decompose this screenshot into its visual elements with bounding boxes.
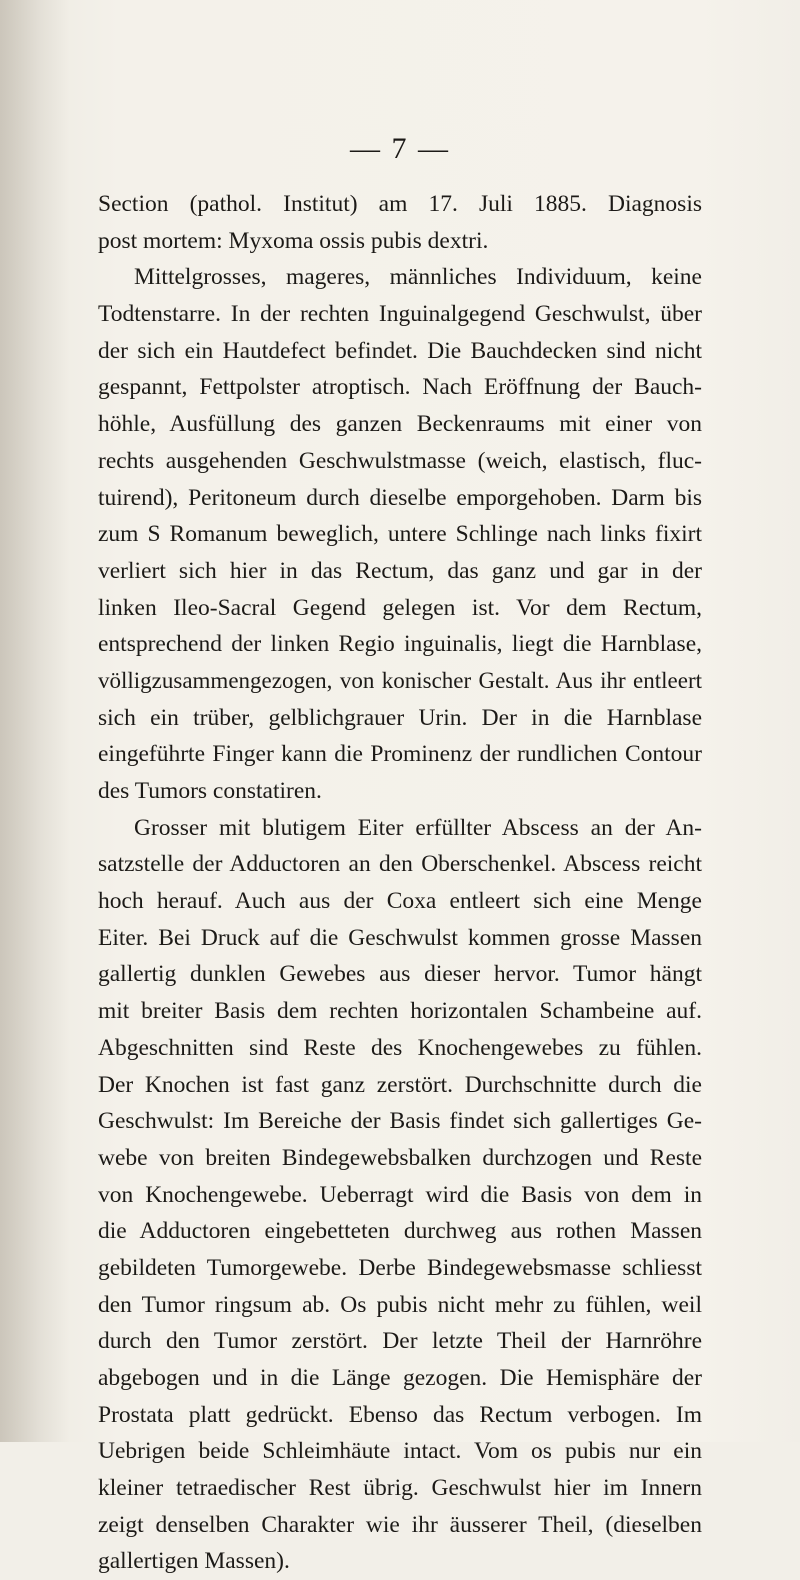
text-line: Uebrigen beide Schleimhäute intact. Vom os pubis nur ein xyxy=(98,1438,702,1465)
text-line: hoch herauf. Auch aus der Coxa entleert sich eine Menge xyxy=(98,888,702,915)
text-line: mit breiter Basis dem rechten horizontalen Schambeine auf. xyxy=(98,998,702,1025)
text-line: entsprechend der linken Regio inguinalis, liegt die Harnblase, xyxy=(98,631,702,658)
text-line: des Tumors constatiren. xyxy=(98,778,322,804)
text-line: linken Ileo-Sacral Gegend gelegen ist. Vor dem Rectum, xyxy=(98,594,702,621)
text-line: eingeführte Finger kann die Prominenz der rundlichen Contour xyxy=(98,741,702,768)
text-line: rechts ausgehenden Geschwulstmasse (weich, elastisch, fluc- xyxy=(98,447,702,474)
text-line: Todtenstarre. In der rechten Inguinalgegend Geschwulst, über xyxy=(98,301,702,328)
text-line: höhle, Ausfüllung des ganzen Beckenraums mit einer von xyxy=(98,411,702,438)
text-line: abgebogen und in die Länge gezogen. Die Hemisphäre der xyxy=(98,1365,702,1391)
text-line: gallertig dunklen Gewebes aus dieser hervor. Tumor hängt xyxy=(98,961,702,988)
text-line: den Tumor ringsum ab. Os pubis nicht mehr zu fühlen, weil xyxy=(98,1291,702,1318)
text-line: webe von breiten Bindegewebsbalken durchzogen und Reste xyxy=(98,1144,702,1171)
text-line: der sich ein Hautdefect befindet. Die Bauchdecken sind nicht xyxy=(98,337,702,364)
text-line: Abgeschnitten sind Reste des Knochengewebes zu fühlen. xyxy=(98,1034,702,1061)
text-line: verliert sich hier in das Rectum, das ganz und gar in der xyxy=(98,557,702,584)
text-line: Der Knochen ist fast ganz zerstört. Durchschnitte durch die xyxy=(98,1071,702,1098)
text-line: gallertigen Massen). xyxy=(98,1548,290,1575)
text-line: zeigt denselben Charakter wie ihr äusserer Theil, (dieselben xyxy=(98,1511,702,1538)
text-line: satzstelle der Adductoren an den Oberschenkel. Abscess reicht xyxy=(98,851,702,878)
text-line: zum S Romanum beweglich, untere Schlinge nach links fixirt xyxy=(98,521,702,548)
text-line: Prostata platt gedrückt. Ebenso das Rectum verbogen. Im xyxy=(98,1401,702,1428)
text-line: gespannt, Fettpolster atroptisch. Nach Eröffnung der Bauch- xyxy=(98,374,702,401)
text-line: Section (pathol. Institut) am 17. Juli 1885. Diagnosis xyxy=(98,191,702,217)
text-line: Mittelgrosses, mageres, männliches Individuum, keine xyxy=(134,264,702,291)
text-line: Geschwulst: Im Bereiche der Basis findet sich gallertiges Ge- xyxy=(98,1108,702,1135)
text-line: Eiter. Bei Druck auf die Geschwulst kommen grosse Massen xyxy=(98,924,702,951)
page-number: — 7 — xyxy=(350,132,450,165)
text-line: tuirend), Peritoneum durch dieselbe emporgehoben. Darm bis xyxy=(98,484,702,511)
text-line: gebildeten Tumorgewebe. Derbe Bindegewebsmasse schliesst xyxy=(98,1254,702,1281)
text-line: sich ein trüber, gelblichgrauer Urin. Der in die Harnblase xyxy=(98,704,702,731)
text-line: Grosser mit blutigem Eiter erfüllter Abscess an der An- xyxy=(134,814,702,841)
body-text xyxy=(98,186,702,1580)
text-line: durch den Tumor zerstört. Der letzte Theil der Harnröhre xyxy=(98,1328,702,1355)
text-line: völligzusammengezogen, von konischer Gestalt. Aus ihr entleert xyxy=(98,667,702,693)
text-line: die Adductoren eingebetteten durchweg aus rothen Massen xyxy=(98,1218,702,1245)
text-line: post mortem: Myxoma ossis pubis dextri. xyxy=(98,227,489,254)
page-edge-shadow xyxy=(0,0,70,1442)
text-line: kleiner tetraedischer Rest übrig. Geschwulst hier im Innern xyxy=(98,1475,702,1502)
text-line: von Knochengewebe. Ueberragt wird die Basis von dem in xyxy=(98,1181,702,1208)
